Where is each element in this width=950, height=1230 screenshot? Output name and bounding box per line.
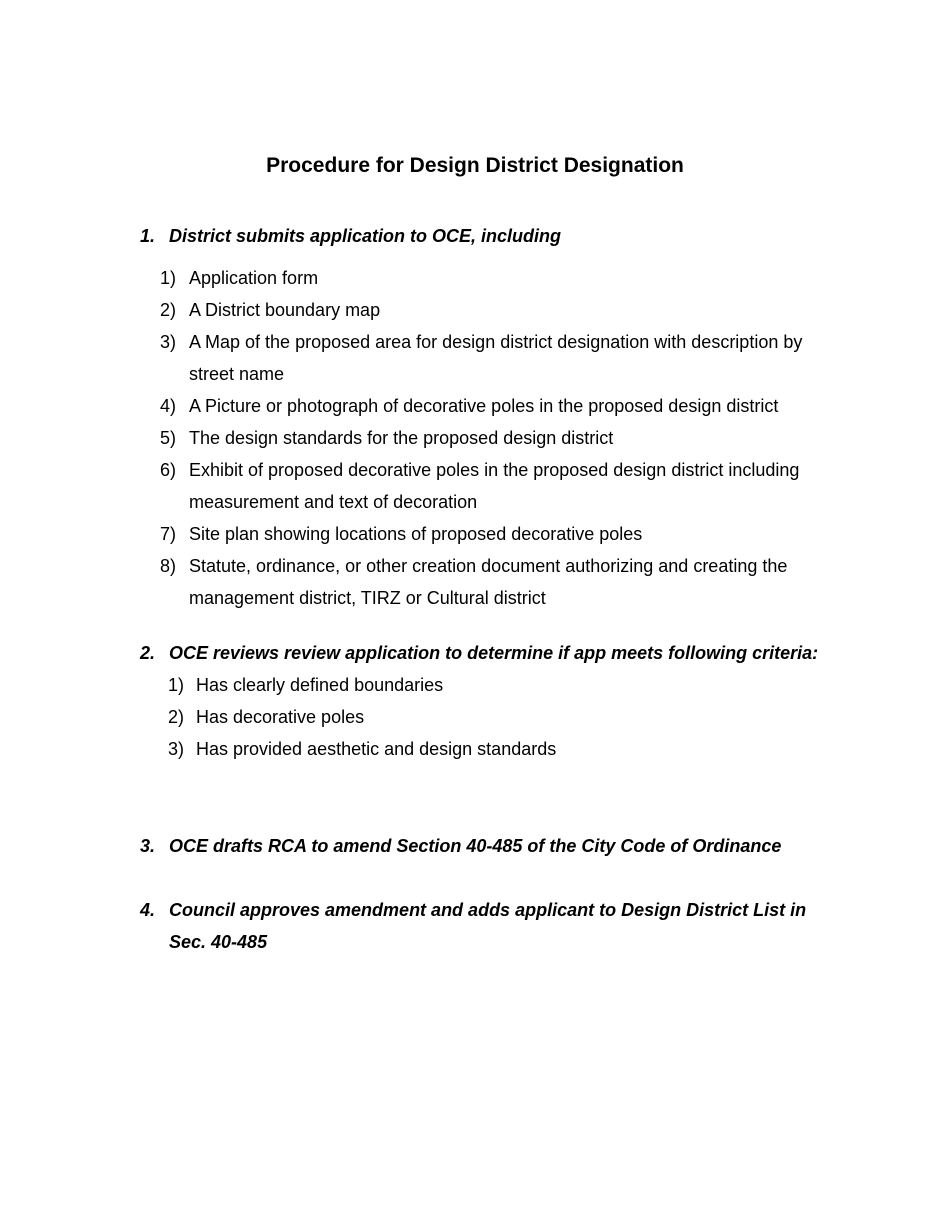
section-heading-text: District submits application to OCE, including — [169, 226, 562, 246]
item-text: The design standards for the proposed design district — [189, 428, 614, 448]
section-number: 2. — [140, 643, 156, 663]
section-heading — [140, 637, 840, 669]
item-text: Exhibit of proposed decorative poles in the proposed design district including measurement and text of decoration — [189, 460, 800, 512]
section-4 — [140, 894, 840, 958]
section-heading — [140, 830, 840, 862]
list-item — [140, 294, 840, 326]
requirements-list — [140, 262, 840, 614]
list-item — [140, 669, 840, 701]
item-text: A Picture or photograph of decorative poles in the proposed design district — [189, 396, 779, 416]
page-title: Procedure for Design District Designation — [266, 154, 684, 177]
item-text: Application form — [189, 268, 319, 288]
list-item — [140, 454, 840, 518]
section-number: 4. — [140, 900, 156, 920]
list-item — [140, 550, 840, 614]
item-text: Site plan showing locations of proposed decorative poles — [189, 524, 643, 544]
item-number: 5) — [160, 428, 177, 448]
section-heading — [140, 894, 840, 958]
list-item — [140, 518, 840, 550]
list-item — [140, 326, 840, 390]
item-text: A Map of the proposed area for design district designation with description by street name — [189, 332, 803, 384]
item-number: 7) — [160, 524, 177, 544]
section-number: 3. — [140, 836, 156, 856]
item-number: 8) — [160, 556, 177, 576]
item-text: Has clearly defined boundaries — [196, 675, 444, 695]
item-text: Has provided aesthetic and design standards — [196, 739, 557, 759]
section-1 — [140, 220, 840, 614]
section-heading — [140, 220, 840, 252]
item-number: 2) — [160, 300, 177, 320]
item-number: 6) — [160, 460, 177, 480]
item-text: Has decorative poles — [196, 707, 365, 727]
list-item — [140, 262, 840, 294]
section-3 — [140, 830, 840, 862]
list-item — [140, 390, 840, 422]
list-item — [140, 733, 840, 765]
item-number: 4) — [160, 396, 177, 416]
section-2 — [140, 637, 840, 765]
item-number: 3) — [168, 739, 185, 759]
item-number: 3) — [160, 332, 177, 352]
item-number: 2) — [168, 707, 185, 727]
item-number: 1) — [168, 675, 185, 695]
item-number: 1) — [160, 268, 177, 288]
item-text: Statute, ordinance, or other creation document authorizing and creating the management district, TIRZ or Cultural district — [189, 556, 788, 608]
item-text: A District boundary map — [189, 300, 381, 320]
section-number: 1. — [140, 226, 156, 246]
section-heading-text: Council approves amendment and adds applicant to Design District List in Sec. 40-485 — [169, 900, 807, 952]
section-heading-text: OCE drafts RCA to amend Section 40-485 of the City Code of Ordinance — [169, 836, 782, 856]
list-item — [140, 422, 840, 454]
list-item — [140, 701, 840, 733]
section-heading-text: OCE reviews review application to determine if app meets following criteria: — [169, 643, 819, 663]
criteria-list — [140, 669, 840, 765]
